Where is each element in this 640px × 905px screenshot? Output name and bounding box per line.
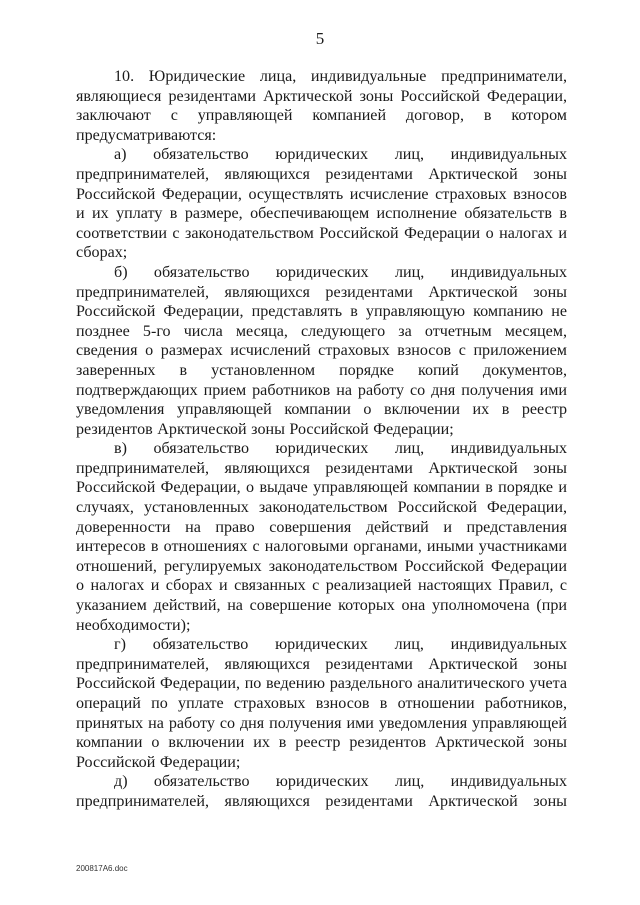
paragraph-10: 10. Юридические лица, индивидуальные предприниматели, являющиеся резидентами Арктической зоны Российской Федерации, заключают с управляющей компанией договор, в котором предусматриваются:: [76, 68, 567, 144]
paragraph-a: а) обязательство юридических лиц, индивидуальных предпринимателей, являющихся резидентами Арктической зоны Российской Федерации, осуществлять исчисление страховых взносов и их уплату в размере, обеспечивающем исполнение обязательств в соответствии с законодательством Российской Федерации о налогах и сборах;: [76, 146, 567, 262]
paragraph-d: д) обязательство юридических лиц, индивидуальных предпринимателей, являющихся резидентами Арктической зоны: [76, 773, 567, 810]
footer-filename: 200817A6.doc: [76, 864, 128, 873]
document-body: [76, 67, 567, 812]
paragraph-v: в) обязательство юридических лиц, индивидуальных предпринимателей, являющихся резидентами Арктической зоны Российской Федерации, о выдаче управляющей компании в порядке и случаях, установленных законодательством Российской Федерации, доверенности на право совершения действий и представления интересов в отношениях с налоговыми органами, иными участниками отношений, регулируемых законодательством Российской Федерации о налогах и сборах и связанных с реализацией настоящих Правил, с указанием действий, на совершение которых она уполномочена (при необходимости);: [76, 440, 567, 634]
page-number: 5: [315, 29, 325, 48]
paragraph-b: б) обязательство юридических лиц, индивидуальных предпринимателей, являющихся резидентами Арктической зоны Российской Федерации, представлять в управляющую компанию не позднее 5-го числа месяца, следующего за отчетным месяцем, сведения о размерах исчислений страховых взносов с приложением заверенных в установленном порядке копий документов, подтверждающих прием работников на работу со дня получения ими уведомления управляющей компании о включении их в реестр резидентов Арктической зоны Российской Федерации;: [76, 263, 567, 438]
paragraph-g: г) обязательство юридических лиц, индивидуальных предпринимателей, являющихся резидентами Арктической зоны Российской Федерации, по ведению раздельного аналитического учета операций по уплате страховых взносов в отношении работников, принятых на работу со дня получения ими уведомления управляющей компании о включении их в реестр резидентов Арктической зоны Российской Федерации;: [76, 636, 567, 771]
